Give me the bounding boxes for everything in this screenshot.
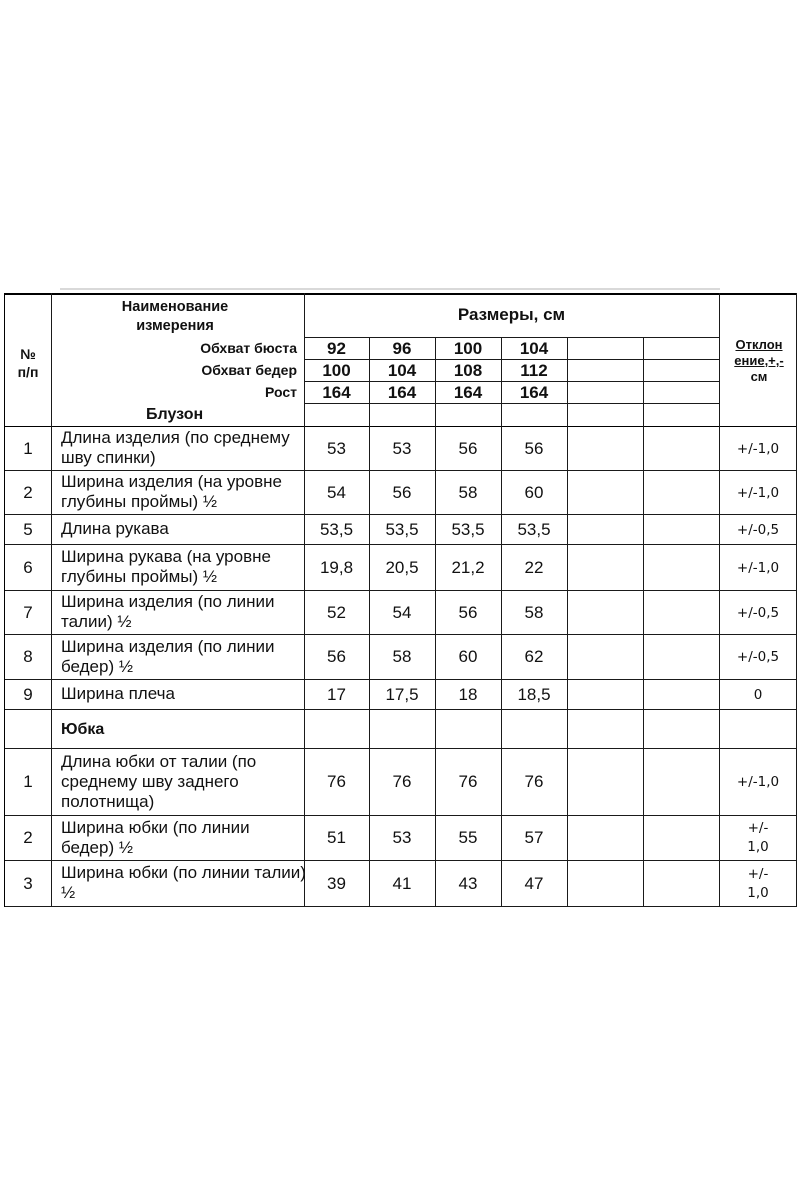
param-value: 100 bbox=[453, 338, 483, 358]
row-tolerance: 0 bbox=[753, 686, 763, 703]
row-value: 18,5 bbox=[517, 684, 551, 704]
row-tolerance: +/- 1,0 bbox=[747, 820, 769, 855]
row-number: 2 bbox=[23, 482, 33, 502]
param-value: 104 bbox=[387, 360, 417, 380]
row-tolerance: +/- 1,0 bbox=[747, 865, 769, 901]
row-name: Ширина изделия (по линии талии) ½ bbox=[61, 592, 275, 631]
section-title-skirt: Юбка bbox=[61, 721, 105, 738]
row-value: 43 bbox=[458, 873, 478, 893]
row-value: 53 bbox=[392, 828, 412, 847]
grid-line bbox=[796, 293, 797, 907]
name-header: Наименование измерения bbox=[121, 299, 229, 334]
param-value: 108 bbox=[453, 360, 483, 380]
param-value: 96 bbox=[392, 338, 412, 358]
deviation-label-1: Отклон bbox=[735, 337, 783, 352]
row-value: 53,5 bbox=[319, 519, 354, 539]
row-value: 52 bbox=[327, 602, 346, 622]
row-value: 56 bbox=[327, 647, 346, 666]
row-value: 56 bbox=[392, 482, 412, 502]
param-label-height: Рост bbox=[265, 384, 297, 400]
row-value: 76 bbox=[392, 772, 412, 791]
row-value: 21,2 bbox=[451, 557, 485, 577]
row-name: Ширина юбки (по линии бедер) ½ bbox=[61, 818, 250, 857]
row-name: Ширина плеча bbox=[61, 684, 175, 703]
row-number: 1 bbox=[23, 438, 33, 458]
row-value: 55 bbox=[458, 828, 478, 847]
param-label-hips: Обхват бедер bbox=[201, 362, 297, 378]
param-value: 112 bbox=[520, 360, 548, 380]
row-value: 53 bbox=[392, 438, 412, 458]
row-value: 56 bbox=[458, 438, 478, 458]
row-number: 8 bbox=[23, 647, 33, 666]
row-value: 54 bbox=[392, 602, 412, 622]
row-name: Длина рукава bbox=[61, 519, 169, 538]
row-value: 53,5 bbox=[517, 519, 551, 539]
row-value: 76 bbox=[327, 772, 346, 791]
row-value: 60 bbox=[458, 647, 478, 666]
row-value: 47 bbox=[524, 873, 544, 893]
grid-line bbox=[4, 709, 797, 710]
param-value: 164 bbox=[387, 382, 417, 402]
row-value: 58 bbox=[458, 482, 478, 502]
row-value: 56 bbox=[458, 602, 478, 622]
grid-line bbox=[643, 337, 644, 907]
param-value: 100 bbox=[322, 360, 351, 380]
param-value: 164 bbox=[519, 382, 549, 402]
deviation-header bbox=[720, 337, 798, 385]
row-value: 62 bbox=[524, 647, 544, 666]
param-value: 164 bbox=[322, 382, 351, 402]
row-tolerance: +/-1,0 bbox=[736, 484, 780, 501]
row-name: Ширина изделия (по линии бедер) ½ bbox=[61, 637, 275, 676]
row-value: 41 bbox=[392, 873, 412, 893]
row-tolerance: +/-1,0 bbox=[736, 774, 780, 790]
row-value: 17 bbox=[327, 684, 346, 704]
param-value: 104 bbox=[519, 338, 549, 358]
row-tolerance: +/-0,5 bbox=[736, 649, 780, 665]
row-value: 51 bbox=[327, 828, 346, 847]
deviation-label-3: см bbox=[750, 369, 768, 384]
grid-line bbox=[567, 337, 568, 907]
row-value: 58 bbox=[524, 602, 544, 622]
row-value: 53,5 bbox=[451, 519, 485, 539]
row-value: 39 bbox=[327, 873, 346, 893]
row-number: 7 bbox=[23, 602, 33, 622]
deviation-label-2: ение,+,- bbox=[734, 353, 784, 368]
row-value: 60 bbox=[524, 482, 544, 502]
grid-line bbox=[304, 403, 720, 404]
row-value: 53 bbox=[327, 438, 346, 458]
row-name: Ширина рукава (на уровне глубины проймы) ½ bbox=[61, 547, 271, 586]
row-number: 9 bbox=[23, 684, 33, 704]
row-name: Ширина изделия (на уровне глубины проймы) ½ bbox=[61, 472, 282, 511]
grid-line bbox=[51, 293, 52, 907]
row-value: 76 bbox=[524, 772, 544, 791]
row-value: 22 bbox=[524, 557, 544, 577]
scan-artifact bbox=[60, 288, 720, 290]
row-value: 54 bbox=[327, 482, 346, 502]
row-value: 57 bbox=[524, 828, 544, 847]
row-value: 17,5 bbox=[385, 684, 419, 704]
row-number: 1 bbox=[23, 772, 33, 791]
num-header: № п/п bbox=[17, 346, 39, 380]
row-value: 20,5 bbox=[385, 557, 419, 577]
row-value: 53,5 bbox=[385, 519, 419, 539]
row-tolerance: +/-0,5 bbox=[736, 604, 780, 621]
row-name: Ширина юбки (по линии талии) ½ bbox=[61, 863, 306, 902]
row-number: 2 bbox=[23, 828, 33, 847]
row-value: 18 bbox=[458, 684, 478, 704]
row-name: Длина изделия (по среднему шву спинки) bbox=[61, 428, 290, 467]
row-number: 6 bbox=[23, 557, 33, 577]
grid-line bbox=[4, 906, 797, 907]
row-value: 56 bbox=[524, 438, 544, 458]
table-top-border bbox=[4, 293, 797, 295]
row-name: Длина юбки от талии (по среднему шву заднего полотнища) bbox=[61, 752, 257, 811]
row-value: 19,8 bbox=[319, 557, 354, 577]
param-label-bust: Обхват бюста bbox=[200, 340, 297, 356]
row-value: 76 bbox=[458, 772, 478, 791]
row-tolerance: +/-1,0 bbox=[736, 559, 780, 576]
row-value: 58 bbox=[392, 647, 412, 666]
section-title-blouse: Блузон bbox=[146, 406, 204, 423]
param-value: 164 bbox=[453, 382, 483, 402]
sizes-header: Размеры, см bbox=[457, 305, 566, 324]
row-tolerance: +/-0,5 bbox=[736, 521, 780, 538]
row-number: 5 bbox=[23, 519, 33, 539]
row-tolerance: +/-1,0 bbox=[736, 440, 780, 457]
row-number: 3 bbox=[23, 873, 33, 893]
param-value: 92 bbox=[327, 338, 346, 358]
